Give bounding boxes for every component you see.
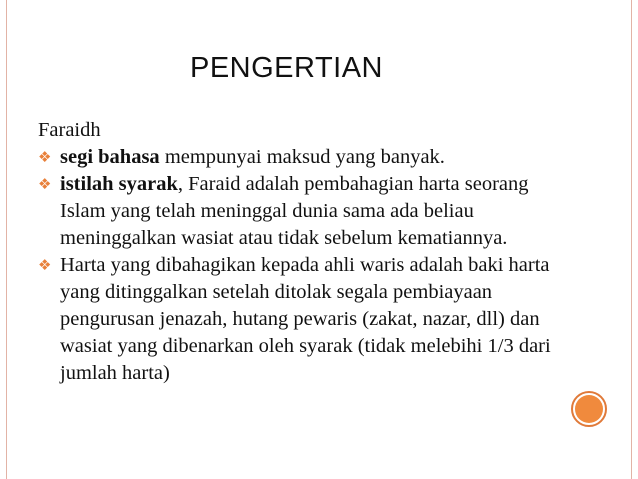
bullet-3-text: Harta yang dibahagikan kepada ahli waris adalah baki harta yang ditinggalkan setelah ditolak segala pembiayaan pengurusan jenazah, hutang pewaris (zakat, nazar, dll) dan wasiat yang dibenarkan oleh syarak (tidak melebihi 1/3 dari jumlah harta) bbox=[60, 254, 551, 384]
bullet-2-bold: istilah syarak bbox=[60, 173, 178, 195]
diamond-bullet-icon: ❖ bbox=[38, 148, 52, 166]
diamond-bullet-icon: ❖ bbox=[38, 256, 52, 274]
bullet-item-3 bbox=[38, 252, 578, 387]
bullet-1-text: mempunyai maksud yang banyak. bbox=[159, 146, 445, 168]
right-border-line bbox=[631, 0, 632, 479]
diamond-bullet-icon: ❖ bbox=[38, 175, 52, 193]
bullet-1-bold: segi bahasa bbox=[60, 146, 160, 168]
bullet-item-1 bbox=[38, 144, 578, 171]
bullet-item-2 bbox=[38, 171, 578, 252]
slide-body bbox=[38, 117, 578, 387]
left-border-line bbox=[6, 0, 7, 479]
decorative-circle-inner bbox=[575, 395, 603, 423]
intro-text: Faraidh bbox=[38, 119, 101, 141]
slide-title: PENGERTIAN bbox=[190, 52, 384, 84]
bullet-2-text: , Faraid adalah pembahagian harta seorang Islam yang telah meninggal dunia sama ada beliau meninggalkan wasiat atau tidak sebelum kematiannya. bbox=[60, 173, 529, 249]
